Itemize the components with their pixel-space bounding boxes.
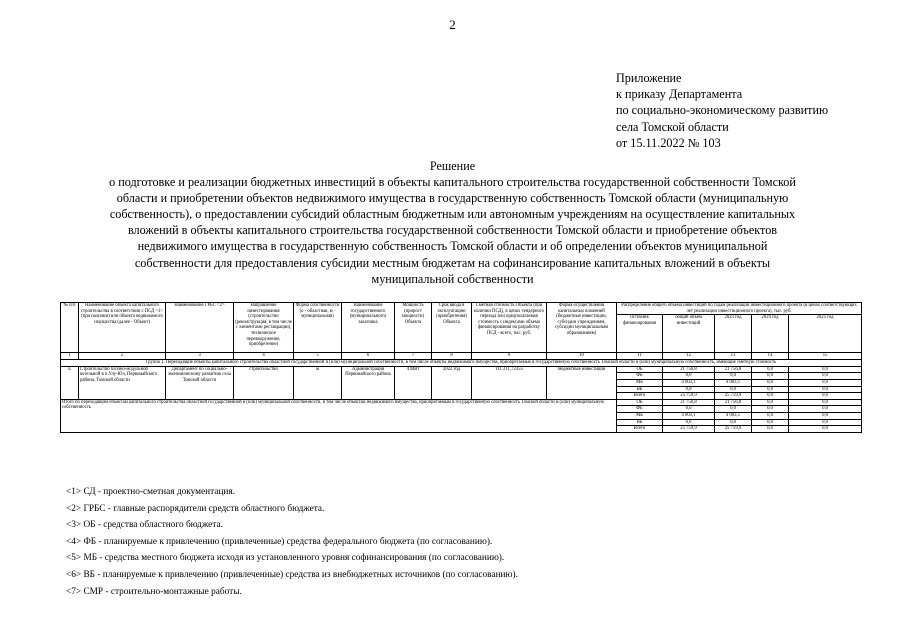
column-number: 15	[789, 353, 862, 360]
column-number: 2	[79, 353, 166, 360]
value-cell: 25 759,9	[715, 393, 752, 400]
value-cell: 0,0	[715, 419, 752, 426]
value-cell: 25 759,9	[663, 426, 715, 433]
header-cell: Форма собственности (о - областная, м - муниципальная)	[294, 303, 342, 353]
source-cell: Всего	[617, 426, 663, 433]
value-cell: 0,0	[663, 419, 715, 426]
value-cell: 0,0	[789, 399, 862, 406]
header-cell: Сметная стоимость Объекта (при наличии ПСД), в ценах тендерного периода или предполагаемая стоимость с индексами объема финансирования на разработку ПСД - всего, тыс. руб.	[472, 303, 547, 353]
column-number: 1	[61, 353, 79, 360]
object-direction: строительство	[234, 366, 294, 399]
value-cell: 0,0	[715, 406, 752, 413]
value-cell: 25 759,9	[663, 393, 715, 400]
column-number: 9	[472, 353, 547, 360]
column-number: 8	[432, 353, 472, 360]
footnote: <2> ГРБС - главные распорядители средств областного бюджета.	[66, 503, 325, 514]
header-cell: 2023 год	[715, 315, 752, 353]
value-cell: 0,0	[752, 379, 789, 386]
appendix-line: от 15.11.2022 № 103	[616, 135, 721, 150]
column-number: 14	[752, 353, 789, 360]
appendix-line: Приложение	[616, 71, 682, 85]
page-number: 2	[449, 17, 456, 32]
value-cell: 0,0	[789, 419, 862, 426]
value-cell: 0,0	[752, 399, 789, 406]
group-row	[61, 360, 862, 367]
total-label: Итого по переходящим объектам капитального строительства областной государственной и (или) муниципальной собственности, в том числе объектам недвижимого имущества, приобретаемым в государственную собственность Томской области и (или) муниципальную собственность	[61, 399, 617, 432]
source-cell: МБ	[617, 412, 663, 419]
title-line: собственности для предоставления субсидии местным бюджетам на софинансирование капитальных вложений в объекты	[134, 255, 771, 270]
footnote: <3> ОБ - средства областного бюджета.	[66, 520, 223, 531]
header-cell: Срок ввода в эксплуатацию (приобретения) Объекта	[432, 303, 472, 353]
value-cell: 0,0	[752, 406, 789, 413]
value-cell: 0,0	[715, 373, 752, 380]
value-cell: 0,0	[715, 386, 752, 393]
header-group-cell: Распределение общего объема инвестиций по годам реализации инвестиционного проекта (в ценах соответствующих лет реализации инвестиционного проекта), тыс. руб.	[617, 303, 862, 315]
value-cell: 0,0	[663, 386, 715, 393]
value-cell: 0,0	[789, 393, 862, 400]
title-line: недвижимого имущества в государственную собственность Томской области и об определении объектов муниципальной	[137, 239, 768, 254]
column-number: 12	[663, 353, 715, 360]
value-cell: 25 759,9	[715, 426, 752, 433]
column-number: 7	[395, 353, 432, 360]
title-line: муниципальной собственности	[371, 271, 534, 286]
header-cell: 2024 год	[752, 315, 789, 353]
column-number: 13	[715, 353, 752, 360]
column-number: 11	[617, 353, 663, 360]
object-cost: 111 211,73355	[472, 366, 547, 399]
column-number: 5	[294, 353, 342, 360]
header-cell: Мощность (прирост мощности) Объекта	[395, 303, 432, 353]
value-cell: 0,0	[789, 379, 862, 386]
header-row	[61, 303, 862, 315]
title-line: о подготовке и реализации бюджетных инвестиций в объекты капитального строительства государственной собственности Томской	[109, 175, 796, 190]
column-number: 4	[234, 353, 294, 360]
header-cell: Направление инвестирования (строительство (реконструкция, в том числе с элементами реставрации), техническое перевооружение, приобретение)	[234, 303, 294, 353]
source-cell: МБ	[617, 379, 663, 386]
object-name: Строительство блочно-модульной котельной в п.Улу-Юл, Первомайского района, Томской области	[79, 366, 166, 399]
source-cell: ОБ	[617, 399, 663, 406]
value-cell: 0,0	[789, 373, 862, 380]
title-heading: Решение	[429, 159, 476, 173]
value-cell: 0,0	[752, 373, 789, 380]
value-cell: 0,0	[789, 426, 862, 433]
value-cell: 0,0	[752, 386, 789, 393]
value-cell: 4 003,1	[663, 379, 715, 386]
value-cell: 4 003,1	[715, 412, 752, 419]
header-cell: Форма осуществления капитальных вложений (бюджетные инвестиции, субсидии учреждениям, субсидии муниципальным образованиям)	[547, 303, 617, 353]
value-cell: 0,0	[752, 412, 789, 419]
header-cell: общий объем инвестиций	[663, 315, 715, 353]
header-cell: источник финансирования	[617, 315, 663, 353]
value-cell: 21 756,8	[663, 366, 715, 373]
column-number-row	[61, 353, 862, 360]
value-cell: 0,0	[789, 406, 862, 413]
header-cell: Наименование объекта капитального строительства в соответствии с ПСД <1> (при наличии) или объекта недвижимого имущества (далее - Объект)	[79, 303, 166, 353]
source-cell: ВБ	[617, 386, 663, 393]
investment-table	[60, 302, 862, 433]
header-cell: Наименование государственного (муниципального) заказчика	[342, 303, 395, 353]
appendix-line: села Томской области	[616, 119, 729, 134]
value-cell: 21 756,8	[715, 399, 752, 406]
object-customer: Администрация Первомайского района	[342, 366, 395, 399]
object-ownership: м	[294, 366, 342, 399]
source-cell: Всего	[617, 393, 663, 400]
object-grbs: Департамент по социально-экономическому развитию села Томской области	[166, 366, 234, 399]
value-cell: 0,0	[663, 373, 715, 380]
title-line: вложений в объекты капитального строительства государственной собственности Томской области и приобретение объектов	[127, 223, 778, 238]
footnote: <6> ВБ - планируемые к привлечению (привлеченные) средства из внебюджетных источников (по согласованию).	[66, 569, 518, 580]
object-form: бюджетные инвестиции	[547, 366, 617, 399]
source-cell: ОБ	[617, 366, 663, 373]
footnotes	[66, 484, 518, 600]
value-cell: 0,0	[789, 412, 862, 419]
appendix-line: к приказу Департамента	[616, 87, 743, 102]
column-number: 3	[166, 353, 234, 360]
value-cell: 4 003,1	[715, 379, 752, 386]
document-title	[60, 158, 845, 287]
footnote: <1> СД - проектно-сметная документация.	[66, 487, 236, 497]
header-cell: Наименование ГРБС <2>	[166, 303, 234, 353]
source-cell: ФБ	[617, 373, 663, 380]
object-capacity: 4 МВт	[395, 366, 432, 399]
appendix-line: по социально-экономическому развитию	[616, 103, 829, 118]
footnote: <7> СМР - строительно-монтажные работы.	[66, 586, 242, 597]
table-row	[61, 366, 862, 373]
value-cell: 4 003,1	[663, 412, 715, 419]
value-cell: 21 756,8	[663, 399, 715, 406]
value-cell: 0,0	[752, 419, 789, 426]
value-cell: 0,0	[789, 366, 862, 373]
object-term: 2022 год	[432, 366, 472, 399]
total-row	[61, 399, 862, 406]
value-cell: 0,0	[752, 393, 789, 400]
group-title: Группа 1. Переходящие объекты капитального строительства областной государственной и (или) муниципальной собственности, в том числе объекты недвижимого имущества, приобретаемые в государственную собственность Томской области и (или) муниципальную собственность, имеющие сметную стоимость	[61, 360, 862, 367]
source-cell: ФБ	[617, 406, 663, 413]
object-number: 4.	[61, 366, 79, 399]
title-line: собственность), о предоставлении субсидий областным бюджетным или автономным учреждениям на осуществление капитальных	[109, 207, 796, 222]
header-cell: 2025 год	[789, 315, 862, 353]
value-cell: 0,0	[752, 426, 789, 433]
value-cell: 21 756,8	[715, 366, 752, 373]
column-number: 6	[342, 353, 395, 360]
footnote: <4> ФБ - планируемые к привлечению (привлеченные) средства федерального бюджета (по согласованию).	[66, 536, 493, 547]
value-cell: 0,0	[663, 406, 715, 413]
footnote: <5> МБ - средства местного бюджета исходя из установленного уровня софинансирования (по согласованию).	[66, 553, 505, 564]
value-cell: 0,0	[789, 386, 862, 393]
appendix-block	[616, 70, 828, 151]
column-number: 10	[547, 353, 617, 360]
title-line: области и приобретении объектов недвижимого имущества в государственную собственность Томской области (муниципальную	[116, 191, 789, 206]
value-cell: 0,0	[752, 366, 789, 373]
header-cell: № п/п	[61, 303, 79, 353]
source-cell: ВБ	[617, 419, 663, 426]
